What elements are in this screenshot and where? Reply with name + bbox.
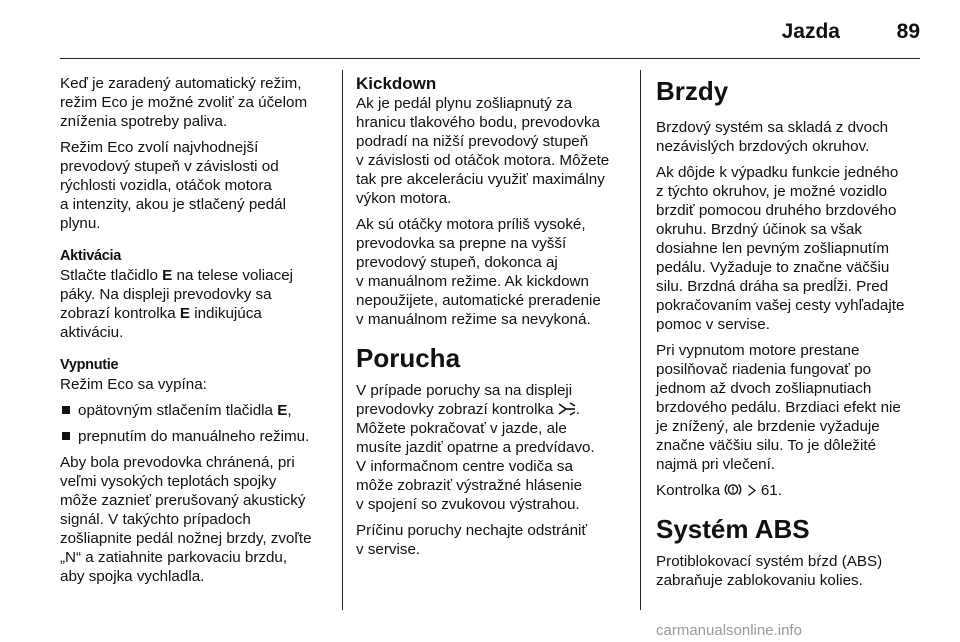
- text-line: [356, 400, 626, 419]
- deactivation-heading: Vypnutie: [60, 357, 119, 373]
- text-line: jednom až dvoch zošliapnutiach: [656, 380, 872, 397]
- text-fragment: na telese voliacej: [172, 267, 294, 284]
- text-line: brzdového pedálu. Brzdiaci efekt nie: [656, 399, 901, 416]
- eco-key-label: E: [277, 402, 288, 419]
- text-fragment: Stlačte tlačidlo: [60, 267, 163, 284]
- text-fragment: Kontrolka: [656, 482, 725, 499]
- kickdown-paragraph-2: [356, 215, 626, 329]
- brakes-paragraph-1: [656, 118, 924, 156]
- text-line: hranicu tlakového bodu, prevodovka: [356, 114, 601, 131]
- eco-key-label: E: [162, 267, 173, 284]
- text-fragment: zobrazí kontrolka: [60, 305, 180, 322]
- text-line: V prípade poruchy sa na displeji: [356, 382, 573, 399]
- text-line: „N“ a zatiahnite parkovaciu brzdu,: [60, 549, 288, 566]
- text-line: Ak dôjde k výpadku funkcie jedného: [656, 164, 899, 181]
- abs-paragraph: [656, 552, 924, 590]
- text-fragment: ,: [287, 402, 292, 419]
- brake-indicator-reference: [656, 481, 924, 500]
- text-line: v servise.: [356, 541, 421, 558]
- brakes-heading: Brzdy: [656, 76, 729, 106]
- column-2: [356, 74, 626, 566]
- header-divider: [60, 58, 920, 59]
- eco-description-paragraph: [60, 138, 332, 233]
- column-3: [656, 74, 924, 597]
- text-line: prevodový stupeň v závislosti od: [60, 158, 279, 175]
- column-1: [60, 74, 332, 593]
- column-divider-2: [640, 70, 641, 610]
- page-reference-number: 61.: [756, 482, 782, 499]
- text-line: pokračovaním vašej cesty vyhľadajte: [656, 297, 905, 314]
- text-line: Ak sú otáčky motora príliš vysoké,: [356, 216, 586, 233]
- activation-paragraph: [60, 266, 332, 342]
- page-reference-arrow-icon: [747, 484, 757, 497]
- bullet-square-icon: [62, 432, 70, 440]
- text-fragment: opätovným stlačením tlačidla: [78, 402, 278, 419]
- text-line: okruhu. Brzdný účinok sa však: [656, 221, 862, 238]
- text-line: v manuálnom režime. Ak kickdown: [356, 273, 589, 290]
- text-line: veľmi vysokých teplotách spojky: [60, 473, 277, 490]
- text-line: plynu.: [60, 215, 101, 232]
- text-line: Príčinu poruchy nechajte odstrániť: [356, 522, 588, 539]
- deactivation-intro: Režim Eco sa vypína:: [60, 376, 207, 393]
- fault-heading: Porucha: [356, 343, 461, 373]
- list-item: [60, 401, 332, 420]
- brake-warning-icon: [724, 482, 742, 497]
- text-line: Protiblokovací systém bŕzd (ABS): [656, 553, 883, 570]
- page-header: [0, 0, 960, 62]
- text-line: značne väčšiu silu. To je dôležité: [656, 437, 877, 454]
- text-line: výkon motora.: [356, 190, 452, 207]
- bullet-square-icon: [62, 406, 70, 414]
- text-line: Môžete pokračovať v jazde, ale: [356, 420, 567, 437]
- clutch-protection-paragraph: [60, 453, 332, 586]
- brakes-paragraph-3: [656, 341, 924, 474]
- text-line: Keď je zaradený automatický režim,: [60, 75, 302, 92]
- kickdown-paragraph-1: [356, 94, 626, 208]
- text-line: dosiahne len pevným zošliapnutím: [656, 240, 890, 257]
- text-line: v spojení so zvukovou výstrahou.: [356, 496, 580, 513]
- column-divider-1: [342, 70, 343, 610]
- text-line: režim Eco je možné zvoliť za účelom: [60, 94, 308, 111]
- text-line: pomoc v servise.: [656, 316, 770, 333]
- eco-indicator-label: E: [179, 305, 191, 322]
- text-line: z týchto okruhov, je možné vozidlo: [656, 183, 888, 200]
- text-fragment: indikujúca: [190, 305, 262, 322]
- text-line: je znížený, ale brzdenie vyžaduje: [656, 418, 880, 435]
- text-line: nezávislých brzdových okruhov.: [656, 138, 870, 155]
- activation-heading: Aktivácia: [60, 248, 121, 264]
- text-line: signál. V takýchto prípadoch: [60, 511, 251, 528]
- text-line: Pri vypnutom motore prestane: [656, 342, 860, 359]
- text-line: tak pre akceleráciu využiť maximálny: [356, 171, 605, 188]
- text-line: silu. Brzdná dráha sa predĺži. Pred: [656, 278, 889, 295]
- fault-service-paragraph: [356, 521, 626, 559]
- fault-paragraph: [356, 381, 626, 514]
- text-line: V informačnom centre vodiča sa: [356, 458, 573, 475]
- text-line: [60, 266, 332, 285]
- text-line: aktiváciu.: [60, 324, 124, 341]
- eco-intro-paragraph: [60, 74, 332, 131]
- text-line: v závislosti od otáčok motora. Môžete: [356, 152, 610, 169]
- text-fragment: prepnutím do manuálneho režimu.: [78, 428, 310, 445]
- text-line: musíte jazdiť opatrne a predvídavo.: [356, 439, 595, 456]
- text-line: [60, 304, 332, 323]
- text-line: prevodový stupeň, dokonca aj: [356, 254, 558, 271]
- transmission-fault-icon: [558, 402, 576, 416]
- text-line: páky. Na displeji prevodovky sa: [60, 286, 272, 303]
- chapter-title: Jazda: [781, 20, 840, 43]
- text-line: Brzdový systém sa skladá z dvoch: [656, 119, 889, 136]
- text-fragment: .: [575, 401, 580, 418]
- text-line: najmä pri vlečení.: [656, 456, 776, 473]
- text-line: Režim Eco zvolí najvhodnejší: [60, 139, 259, 156]
- text-line: prevodovka sa prepne na vyšší: [356, 235, 567, 252]
- brakes-paragraph-2: [656, 163, 924, 334]
- text-line: rýchlosti vozidla, otáčok motora: [60, 177, 272, 194]
- text-line: Aby bola prevodovka chránená, pri: [60, 454, 295, 471]
- page-number: 89: [896, 20, 920, 43]
- text-line: brzdiť pomocou druhého brzdového: [656, 202, 897, 219]
- text-line: v manuálnom režime sa nevykoná.: [356, 311, 591, 328]
- text-line: [656, 481, 924, 500]
- text-line: posilňovač riadenia fungovať po: [656, 361, 872, 378]
- abs-heading: Systém ABS: [656, 514, 810, 544]
- text-line: a intenzity, akou je stlačený pedál: [60, 196, 286, 213]
- text-line: zošliapnite pedál nožnej brzdy, zvoľte: [60, 530, 312, 547]
- text-line: zabraňuje zablokovaniu kolies.: [656, 572, 863, 589]
- text-line: môže zobraziť výstražné hlásenie: [356, 477, 583, 494]
- text-line: Ak je pedál plynu zošliapnutý za: [356, 95, 573, 112]
- site-watermark: carmanualsonline.info: [656, 622, 802, 639]
- text-line: podradí na nižší prevodový stupeň: [356, 133, 589, 150]
- text-line: môže zaznieť prerušovaný akustický: [60, 492, 306, 509]
- text-line: aby spojka vychladla.: [60, 568, 205, 585]
- text-fragment: prevodovky zobrazí kontrolka: [356, 401, 558, 418]
- text-line: zníženia spotreby paliva.: [60, 113, 228, 130]
- kickdown-heading: Kickdown: [356, 74, 437, 93]
- list-item: [60, 427, 332, 446]
- text-line: pedálu. Vyžaduje to značne väčšiu: [656, 259, 890, 276]
- text-line: nepoužijete, automatické preradenie: [356, 292, 601, 309]
